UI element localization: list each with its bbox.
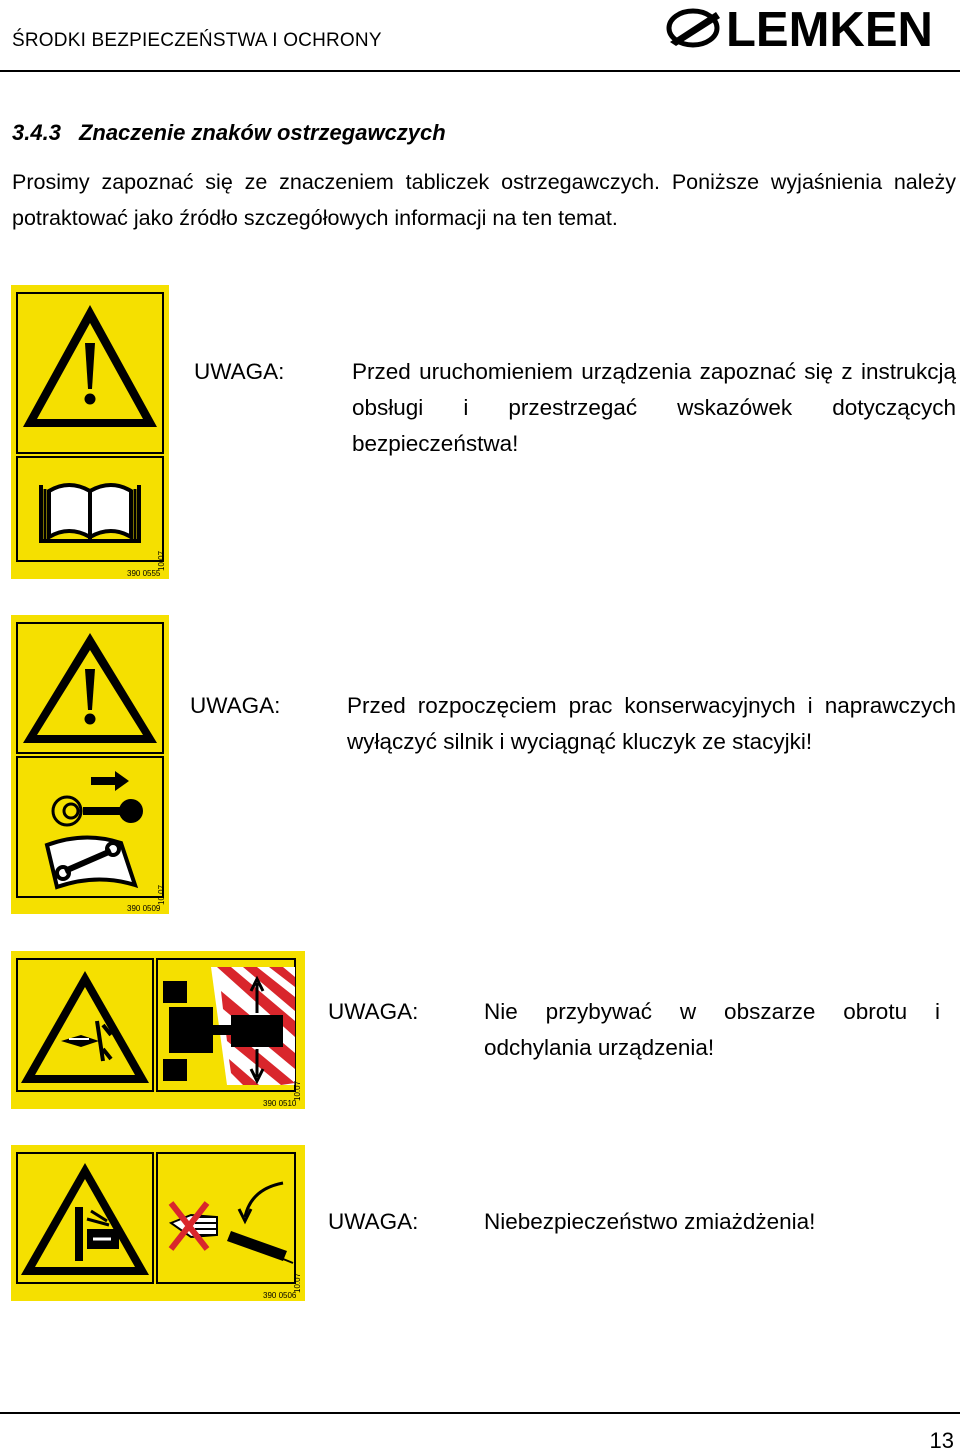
notice-crush-hazard <box>328 1204 940 1240</box>
warning-remove-key-sign <box>11 615 169 914</box>
warning-swing-area-sign <box>11 951 305 1109</box>
intro-paragraph: Prosimy zapoznać się ze znaczeniem tabliczek ostrzegawczych. Poniższe wyjaśnienia należy potraktować jako źródło szczegółowych informacji na ten temat. <box>12 170 956 230</box>
page-number: 13 <box>929 1428 954 1453</box>
lemken-emblem-icon <box>669 11 720 46</box>
section-title: Znaczenie znaków ostrzegawczych <box>78 120 446 145</box>
open-book-icon <box>41 485 139 541</box>
sign-code: 390 0509 <box>127 904 161 913</box>
notice-swing-area <box>328 994 940 1066</box>
warning-crush-hazard-sign <box>11 1145 305 1301</box>
footer-divider <box>0 1412 960 1414</box>
notice-text: Przed uruchomieniem urządzenia zapoznać się z instrukcją obsługi i przestrzegać wskazówek dotyczących bezpieczeństwa! <box>352 359 956 456</box>
notice-text: Nie przybywać w obszarze obrotu i odchylania urządzenia! <box>484 999 940 1060</box>
notice-label: UWAGA: <box>328 999 419 1024</box>
sign-code: 390 0555 <box>127 569 161 578</box>
section-heading <box>12 120 446 146</box>
header-title: ŚRODKI BEZPIECZEŃSTWA I OCHRONY <box>12 30 382 51</box>
lemken-logo <box>666 2 950 54</box>
notice-label: UWAGA: <box>328 1209 419 1234</box>
section-number: 3.4.3 <box>12 120 61 145</box>
logo-text: LEMKEN <box>726 3 933 54</box>
notice-text: Przed rozpoczęciem prac konserwacyjnych i naprawczych wyłączyć silnik i wyciągnąć kluczyk ze stacyjki! <box>347 693 956 754</box>
sign-date: 10.07 <box>293 1080 302 1101</box>
manual-wrench-icon <box>47 837 135 887</box>
notice-read-manual <box>194 354 956 462</box>
header-divider <box>0 70 960 72</box>
sign-date: 10.07 <box>157 550 166 571</box>
notice-text: Niebezpieczeństwo zmiażdżenia! <box>484 1209 816 1234</box>
warning-read-manual-sign <box>11 285 169 579</box>
notice-label: UWAGA: <box>190 693 281 718</box>
sign-date: 10.07 <box>293 1272 302 1293</box>
sign-code: 390 0506 <box>263 1291 297 1300</box>
notice-label: UWAGA: <box>194 359 285 384</box>
sign-code: 390 0510 <box>263 1099 297 1108</box>
notice-remove-key <box>190 688 956 796</box>
sign-date: 10.07 <box>157 884 166 905</box>
